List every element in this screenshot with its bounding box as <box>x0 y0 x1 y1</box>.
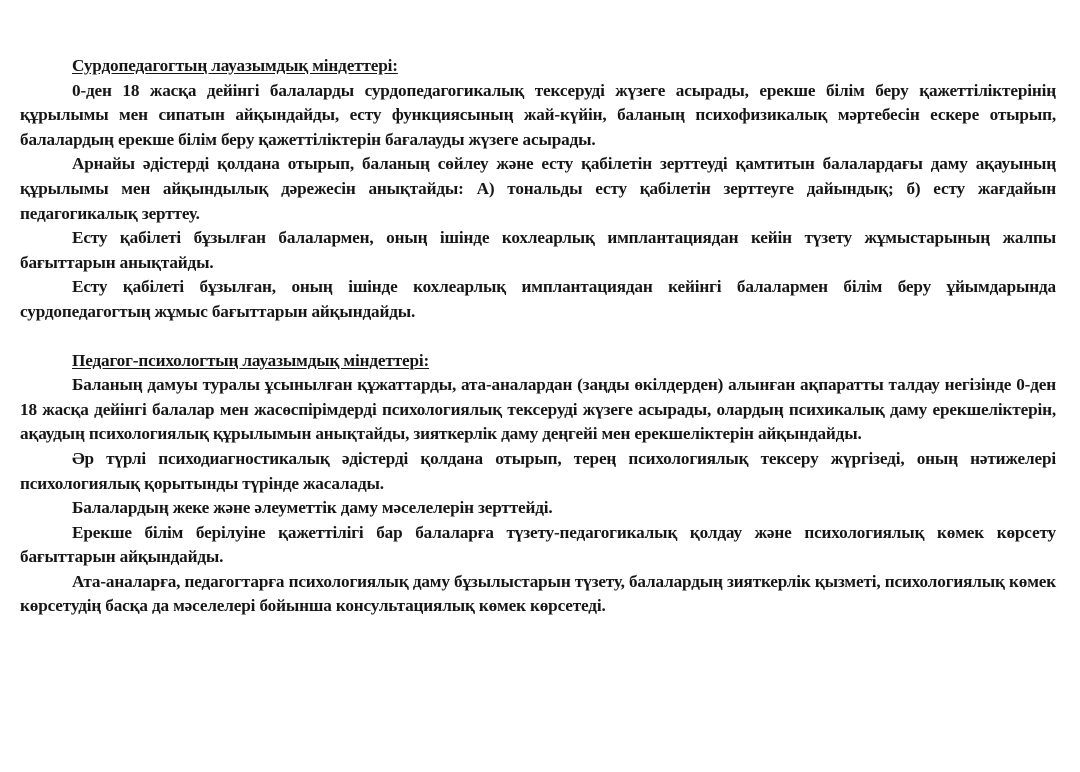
paragraph: 0-ден 18 жасқа дейінгі балаларды сурдопедагогикалық тексеруді жүзеге асырады, ерекше білім беру қажеттіліктерінің құрылымы мен сипатын айқындайды, есту функциясының жай-күйін, баланың психофизикалық мәртебесін ескере отырып, балалардың ерекше білім беру қажеттіліктерін бағалауды жүзеге асырады. <box>20 80 1056 149</box>
section-sign-language-teacher <box>20 54 1056 325</box>
section-psychologist <box>20 349 1056 620</box>
section-heading: Педагог-психологтың лауазымдық міндеттері: <box>72 350 430 370</box>
paragraph: Баланың дамуы туралы ұсынылған құжаттарды, ата-аналардан (заңды өкілдерден) алынған ақпаратты талдау негізінде 0-ден 18 жасқа дейінгі балалар мен жасөспірімдерді психологиялық тексеруді жүзеге асырады, олардың психикалық даму ерекшеліктерін, ақаудың психологиялық құрылымын анықтайды, зияткерлік даму деңгейі мен ерекшеліктерін айқындайды. <box>20 375 1056 444</box>
paragraph: Балалардың жеке және әлеуметтік даму мәселелерін зерттейді. <box>72 498 553 518</box>
paragraph: Ерекше білім берілуіне қажеттілігі бар балаларға түзету-педагогикалық қолдау және психологиялық көмек көрсету бағыттарын айқындайды. <box>20 522 1056 567</box>
section-heading: Сурдопедагогтың лауазымдық міндеттері: <box>72 56 398 75</box>
paragraph: Әр түрлі психодиагностикалық әдістерді қолдана отырып, терең психологиялық тексеру жүргізеді, оның нәтижелері психологиялық қорытынды түрінде жасалады. <box>20 448 1056 493</box>
paragraph: Есту қабілеті бұзылған балалармен, оның ішінде кохлеарлық имплантациядан кейін түзету жұмыстарының жалпы бағыттарын анықтайды. <box>20 228 1056 272</box>
paragraph: Есту қабілеті бұзылған, оның ішінде кохлеарлық имплантациядан кейінгі балалармен білім беру ұйымдарында сурдопедагогтың жұмыс бағыттарын айқындайды. <box>20 277 1056 321</box>
paragraph: Арнайы әдістерді қолдана отырып, баланың сөйлеу және есту қабілетін зерттеуді қамтитын балалардағы даму ақауының құрылымы мен айқындылық дәрежесін анықтайды: А) тональды есту қабілетін зерттеуге дайындық; б) есту жағдайын педагогикалық зерттеу. <box>20 154 1056 223</box>
document-page <box>20 54 1056 619</box>
paragraph: Ата-аналарға, педагогтарға психологиялық даму бұзылыстарын түзету, балалардың зияткерлік қызметі, психологиялық көмек көрсетудің басқа да мәселелері бойынша консультациялық көмек көрсетеді. <box>20 571 1056 616</box>
